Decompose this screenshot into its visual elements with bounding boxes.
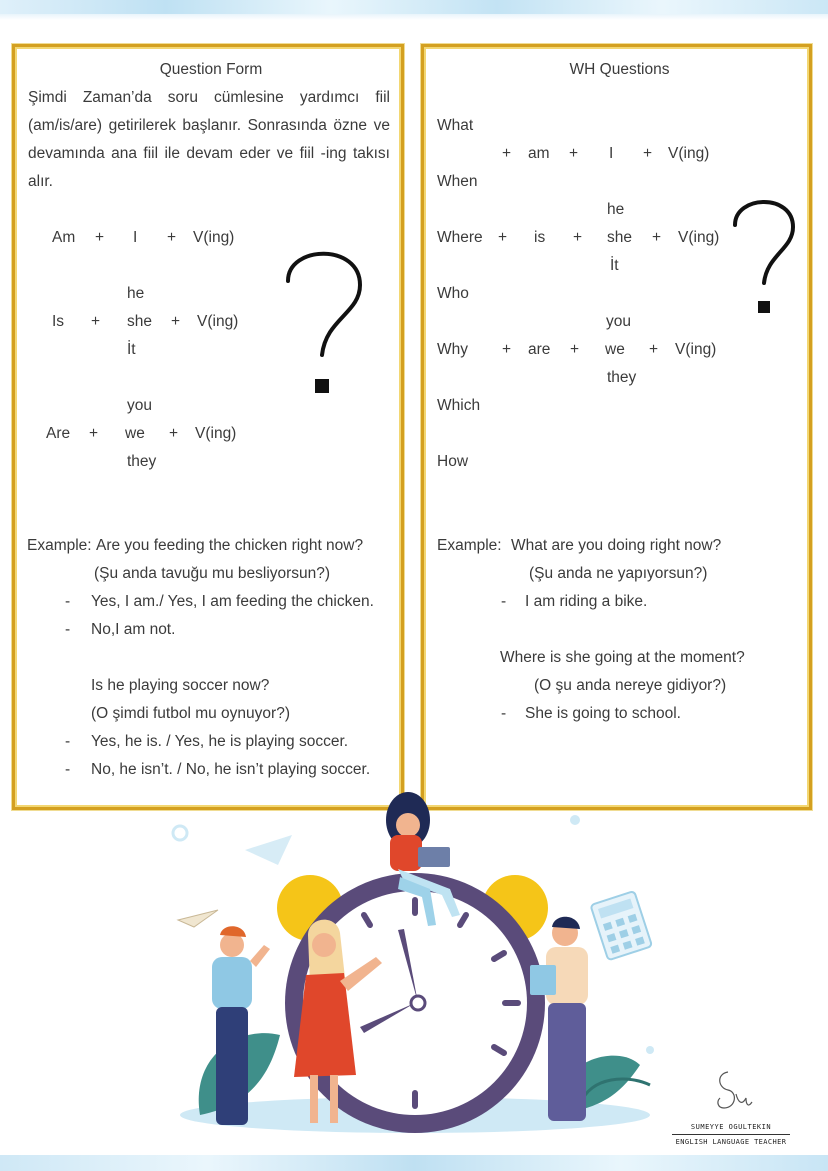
subject-i: I xyxy=(609,145,614,162)
example-translation: (O şu anda nereye gidiyor?) xyxy=(534,677,727,694)
verb-ving: V(ing) xyxy=(675,341,717,358)
teacher-role: ENGLISH LANGUAGE TEACHER xyxy=(672,1134,790,1146)
plus-sign: + xyxy=(169,425,179,442)
plus-sign: + xyxy=(498,229,508,246)
bottom-decor-band xyxy=(0,1155,828,1171)
example-question: Is he playing soccer now? xyxy=(91,677,270,694)
wh-word: Where xyxy=(437,229,483,246)
aux-is: Is xyxy=(52,313,65,330)
example-answer: Yes, he is. / Yes, he is playing soccer. xyxy=(91,733,349,750)
aux-are: Are xyxy=(46,425,71,442)
wh-word: What xyxy=(437,117,474,134)
verb-ving: V(ing) xyxy=(195,425,237,442)
subject-they: they xyxy=(127,453,157,470)
wh-word: Who xyxy=(437,285,469,302)
plus-sign: + xyxy=(95,229,105,246)
intro-paragraph: Şimdi Zaman’da soru cümlesine yardımcı fiil (am/is/are) getirilerek başlanır. Sonrasında özne ve devamında ana fiil ile devam eder ve fiil -ing takısı alır. xyxy=(28,89,390,190)
subject-he: he xyxy=(127,285,145,302)
example-answer: She is going to school. xyxy=(525,705,681,722)
panel-title: Question Form xyxy=(159,61,263,78)
example-question: Where is she going at the moment? xyxy=(500,649,745,666)
subject-it: İt xyxy=(127,341,136,358)
wh-word: Which xyxy=(437,397,481,414)
verb-ving: V(ing) xyxy=(678,229,720,246)
calculator-icon xyxy=(590,891,652,960)
example-answer: No,I am not. xyxy=(91,621,176,638)
aux-am: am xyxy=(528,145,550,162)
bullet-dash: - xyxy=(65,733,71,750)
subject-you: you xyxy=(606,313,631,330)
subject-we: we xyxy=(125,425,145,442)
clock-people-illustration xyxy=(160,785,660,1145)
plus-sign: + xyxy=(167,229,177,246)
example-answer: No, he isn’t. / No, he isn’t playing soccer. xyxy=(91,761,371,778)
bullet-dash: - xyxy=(501,593,507,610)
aux-am: Am xyxy=(52,229,76,246)
subject-you: you xyxy=(127,397,152,414)
plus-sign: + xyxy=(643,145,653,162)
plus-sign: + xyxy=(502,341,512,358)
bullet-dash: - xyxy=(65,761,71,778)
plus-sign: + xyxy=(91,313,101,330)
plus-sign: + xyxy=(569,145,579,162)
bullet-dash: - xyxy=(65,621,71,638)
bullet-dash: - xyxy=(501,705,507,722)
example-translation: (O şimdi futbol mu oynuyor?) xyxy=(91,705,290,722)
signature-mark xyxy=(706,1068,756,1116)
subject-she: she xyxy=(607,229,632,246)
teacher-name: SUMEYYE OGULTEKIN xyxy=(690,1123,772,1131)
example-question: Are you feeding the chicken right now? xyxy=(96,537,364,554)
example-label: Example: xyxy=(27,537,92,554)
paper-plane-icon xyxy=(178,910,218,927)
wh-word: How xyxy=(437,453,469,470)
example-translation: (Şu anda tavuğu mu besliyorsun?) xyxy=(94,565,331,582)
example-answer: Yes, I am./ Yes, I am feeding the chicken. xyxy=(91,593,374,610)
verb-ving: V(ing) xyxy=(668,145,710,162)
plus-sign: + xyxy=(652,229,662,246)
example-label: Example: xyxy=(437,537,502,554)
subject-we: we xyxy=(605,341,625,358)
subject-they: they xyxy=(607,369,637,386)
teacher-signature xyxy=(672,1068,790,1146)
example-translation: (Şu anda ne yapıyorsun?) xyxy=(529,565,708,582)
plus-sign: + xyxy=(573,229,583,246)
wh-word: When xyxy=(437,173,478,190)
aux-are: are xyxy=(528,341,551,358)
paper-plane-icon xyxy=(245,835,292,865)
verb-ving: V(ing) xyxy=(193,229,235,246)
panel-title: WH Questions xyxy=(569,61,670,78)
subject-he: he xyxy=(607,201,625,218)
subject-she: she xyxy=(127,313,152,330)
book-icon xyxy=(530,965,556,995)
bullet-dash: - xyxy=(65,593,71,610)
plus-sign: + xyxy=(649,341,659,358)
question-mark-icon xyxy=(280,239,370,399)
plus-sign: + xyxy=(89,425,99,442)
example-answer: I am riding a bike. xyxy=(525,593,648,610)
laptop-icon xyxy=(418,847,450,867)
wh-word: Why xyxy=(437,341,468,358)
subject-i: I xyxy=(133,229,138,246)
subject-it: İt xyxy=(610,257,619,274)
question-form-panel xyxy=(12,44,404,810)
plus-sign: + xyxy=(570,341,580,358)
example-question: What are you doing right now? xyxy=(511,537,722,554)
plus-sign: + xyxy=(502,145,512,162)
wh-questions-panel xyxy=(421,44,812,810)
verb-ving: V(ing) xyxy=(197,313,239,330)
top-decor-band xyxy=(0,0,828,14)
plus-sign: + xyxy=(171,313,181,330)
aux-is: is xyxy=(534,229,546,246)
question-mark-icon xyxy=(729,191,799,319)
